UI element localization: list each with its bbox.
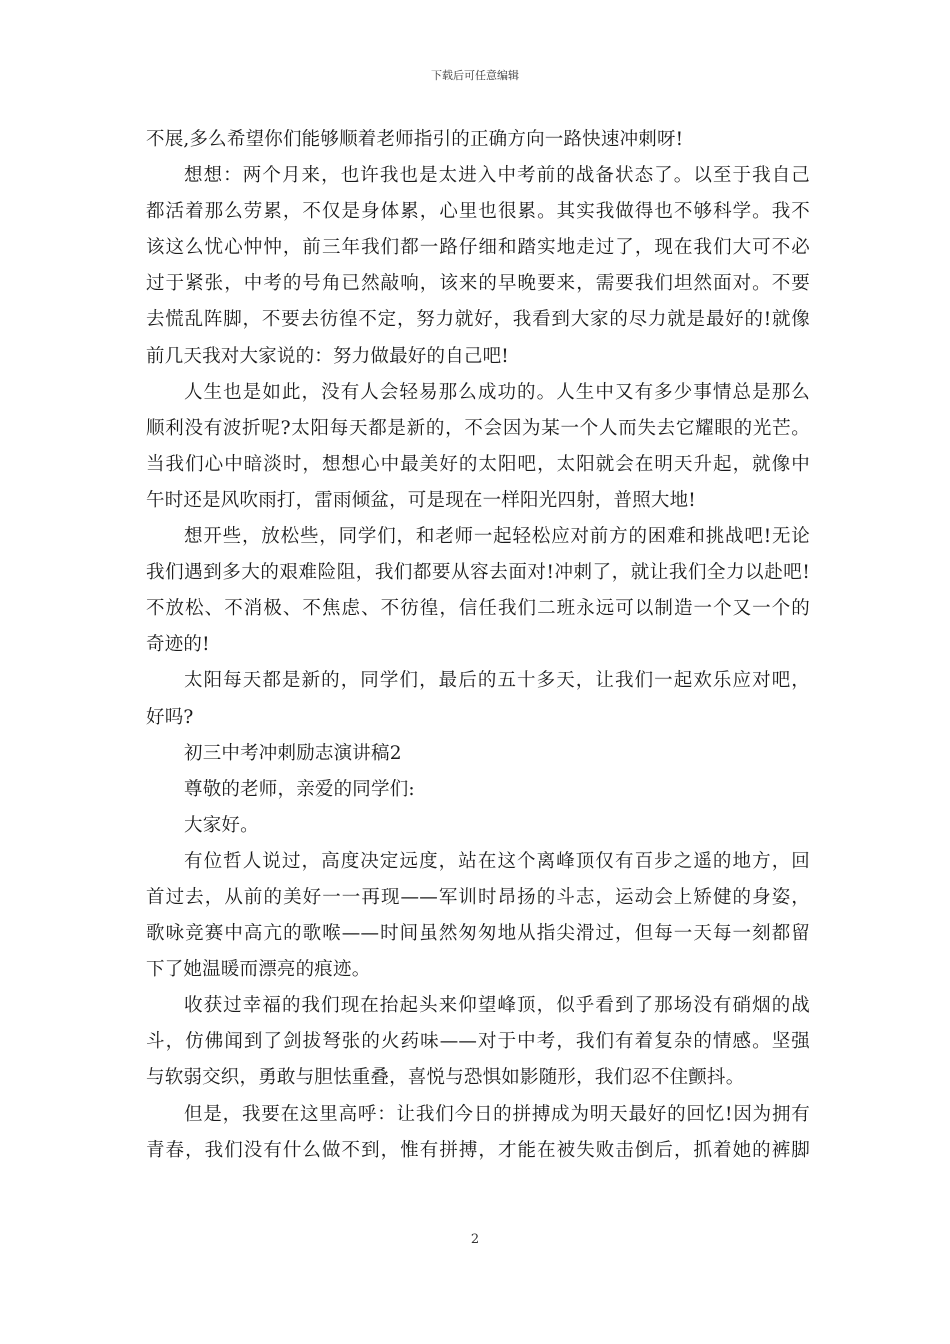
page-number: 2 (470, 1232, 480, 1247)
text-line: 我们遇到多大的艰难险阻，我们都要从容去面对!冲刺了，就让我们全力以赴吧! (146, 562, 810, 584)
text-line: 好吗? (146, 706, 194, 728)
page-header: 下载后可任意编辑 (431, 69, 519, 82)
paragraph-first-line: 想开些，放松些，同学们，和老师一起轻松应对前方的困难和挑战吧!无论 (184, 526, 810, 548)
text-line: 该这么忧心忡忡，前三年我们都一路仔细和踏实地走过了，现在我们大可不必 (146, 237, 810, 259)
text-line: 不展,多么希望你们能够顺着老师指引的正确方向一路快速冲刺呀! (146, 129, 684, 150)
text-line: 歌咏竞赛中高亢的歌喉——时间虽然匆匆地从指尖滑过，但每一天每一刻都留 (146, 923, 810, 945)
text-line: 奇迹的! (146, 634, 210, 656)
text-line: 当我们心中暗淡时，想想心中最美好的太阳吧，太阳就会在明天升起，就像中 (146, 453, 810, 475)
paragraph-first-line: 大家好。 (184, 814, 259, 836)
text-line: 午时还是风吹雨打，雷雨倾盆，可是现在一样阳光四射，普照大地! (146, 489, 696, 511)
text-line: 过于紧张，中考的号角已然敲响，该来的早晚要来，需要我们坦然面对。不要 (146, 273, 810, 295)
text-line: 首过去，从前的美好一一再现——军训时昂扬的斗志，运动会上矫健的身姿， (146, 886, 810, 908)
text-line: 青春，我们没有什么做不到，惟有拼搏，才能在被失败击倒后，抓着她的裤脚 (146, 1139, 810, 1161)
text-line: 都活着那么劳累，不仅是身体累，心里也很累。其实我做得也不够科学。我不 (146, 201, 810, 223)
text-line: 顺利没有波折呢?太阳每天都是新的，不会因为某一个人而失去它耀眼的光芒。 (146, 417, 810, 439)
paragraph-first-line: 收获过幸福的我们现在抬起头来仰望峰顶，似乎看到了那场没有硝烟的战 (184, 995, 810, 1017)
text-line: 下了她温暖而漂亮的痕迹。 (146, 959, 371, 981)
paragraph-first-line: 人生也是如此，没有人会轻易那么成功的。人生中又有多少事情总是那么 (184, 381, 810, 403)
paragraph-first-line: 太阳每天都是新的，同学们，最后的五十多天，让我们一起欢乐应对吧， (184, 670, 810, 692)
text-line: 去慌乱阵脚，不要去彷徨不定，努力就好，我看到大家的尽力就是最好的!就像 (146, 309, 810, 331)
text-line: 前几天我对大家说的：努力做最好的自己吧! (146, 345, 509, 367)
paragraph-first-line: 想想：两个月来，也许我也是太进入中考前的战备状态了。以至于我自己 (184, 165, 810, 187)
text-line: 不放松、不消极、不焦虑、不彷徨，信任我们二班永远可以制造一个又一个的 (146, 598, 810, 620)
paragraph-first-line: 尊敬的老师，亲爱的同学们: (184, 778, 415, 800)
document-body (146, 122, 810, 1169)
paragraph-first-line: 有位哲人说过，高度决定远度，站在这个离峰顶仅有百步之遥的地方，回 (184, 850, 810, 872)
paragraph-first-line: 但是，我要在这里高呼：让我们今日的拼搏成为明天最好的回忆!因为拥有 (184, 1103, 810, 1125)
text-line: 与软弱交织，勇敢与胆怯重叠，喜悦与恐惧如影随形，我们忍不住颤抖。 (146, 1067, 745, 1089)
text-line: 斗，仿佛闻到了剑拔弩张的火药味——对于中考，我们有着复杂的情感。坚强 (146, 1031, 810, 1053)
paragraph-first-line: 初三中考冲刺励志演讲稿2 (184, 742, 402, 764)
